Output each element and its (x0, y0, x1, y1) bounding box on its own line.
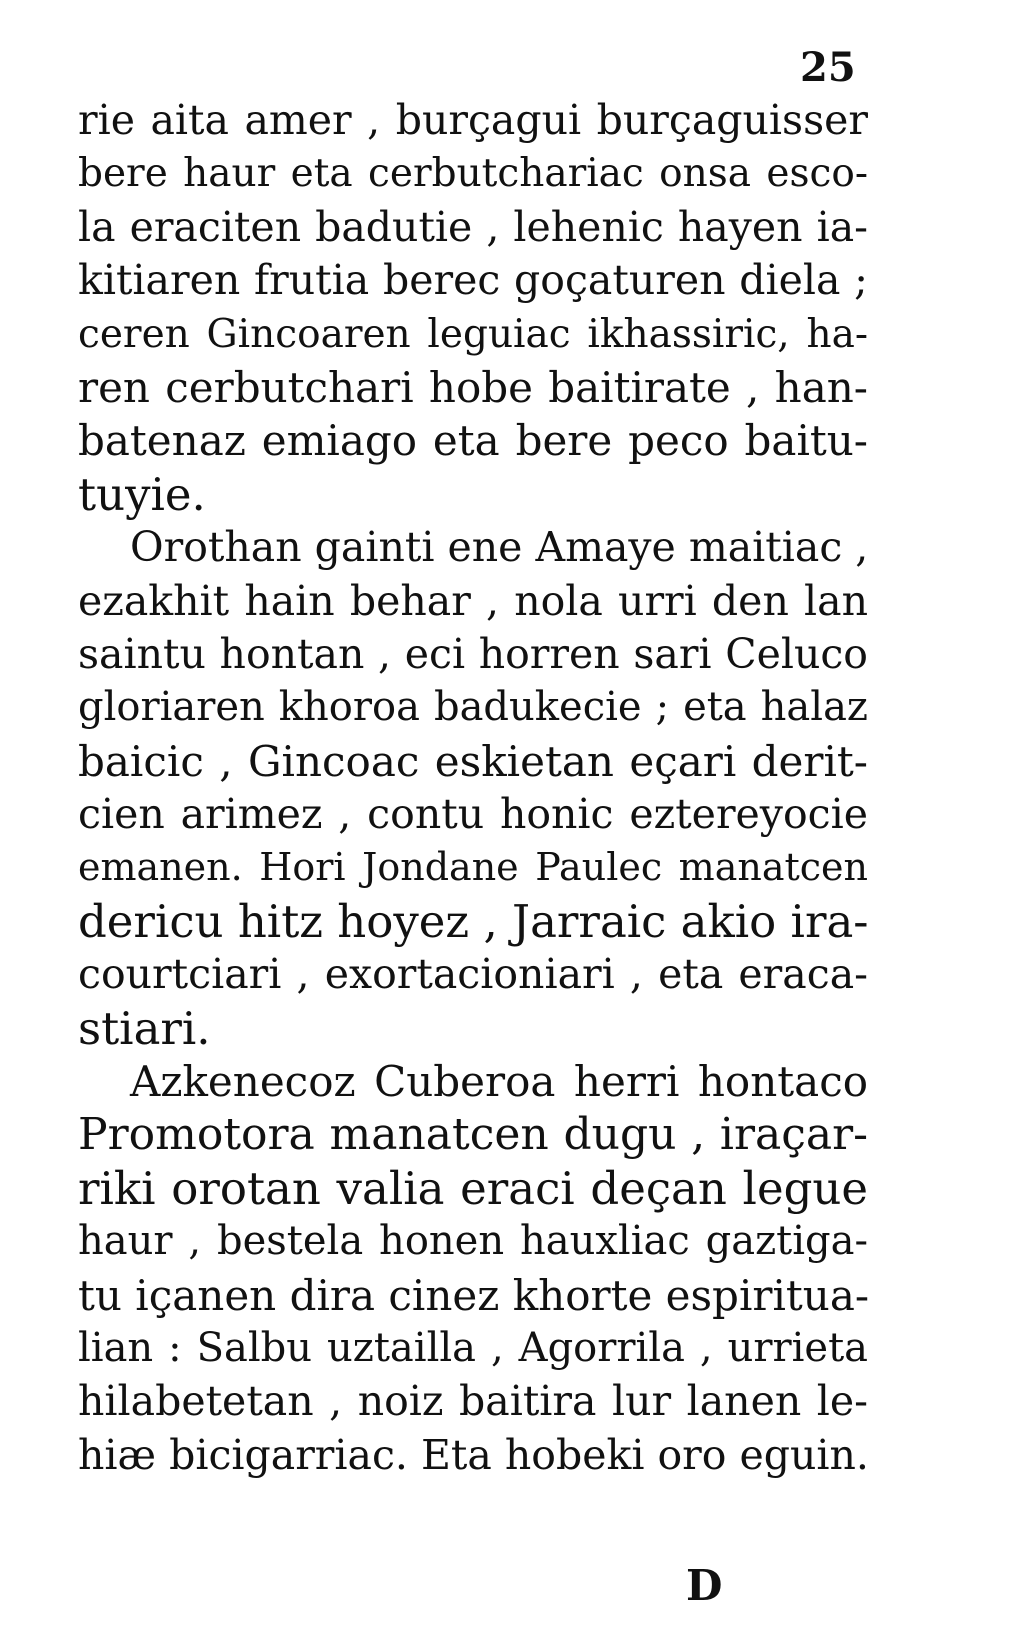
text-line: haur , bestela honen hauxliac gaztiga- (78, 1218, 868, 1265)
text-line: ceren Gincoaren leguiac ikhassiric, ha- (78, 311, 868, 357)
text-line: courtciari , exortacioniari , eta eraca- (78, 950, 868, 999)
text-line: gloriaren khoroa badukecie ; eta halaz (78, 684, 868, 731)
text-line: dericu hitz hoyez , Jarraic akio ira- (78, 894, 869, 948)
paragraph-3 (78, 1055, 868, 1482)
text-line: saintu hontan , eci horren sari Celuco (78, 629, 868, 678)
text-line: batenaz emiago eta bere peco baitu- (78, 416, 868, 466)
text-line: hiæ bicigarriac. Eta hobeki oro eguin. (78, 1430, 869, 1479)
text-line: tu içanen dira cinez khorte espiritua- (78, 1270, 870, 1320)
text-line: lian : Salbu uztailla , Agorrila , urrieta (78, 1324, 868, 1371)
text-line: bere haur eta cerbutchariac onsa esco- (78, 151, 868, 197)
text-line: baicic , Gincoac eskietan eçari derit- (78, 736, 868, 786)
paragraph-2 (78, 521, 868, 1055)
text-line: kitiaren frutia berec goçaturen diela ; (78, 256, 868, 305)
page-number: 25 (800, 44, 856, 91)
text-line: Orothan gainti ene Amaye maitiac , (130, 523, 869, 572)
text-line: riki orotan valia eraci deçan legue (78, 1161, 868, 1215)
text-line: Promotora manatcen dugu , iraçar- (78, 1109, 868, 1161)
text-line: hilabetetan , noiz baitira lur lanen le- (78, 1377, 868, 1426)
text-line: emanen. Hori Jondane Paulec manatcen (78, 845, 868, 890)
text-line: ezakhit hain behar , nola urri den lan (78, 576, 868, 625)
text-line: rie aita amer , burçagui burçaguisser (78, 96, 868, 144)
paragraph-1 (78, 94, 868, 521)
text-line: la eraciten badutie , lehenic hayen ia- (78, 202, 868, 251)
text-line: Azkenecoz Cuberoa herri hontaco (130, 1057, 868, 1107)
text-line: tuyie. (78, 467, 206, 521)
signature-mark: D (686, 1561, 723, 1610)
text-line: stiari. (78, 1001, 211, 1055)
body-text (78, 94, 868, 1482)
text-line: ren cerbutchari hobe baitirate , han- (78, 362, 868, 412)
text-line: cien arimez , contu honic eztereyocie (78, 790, 868, 839)
